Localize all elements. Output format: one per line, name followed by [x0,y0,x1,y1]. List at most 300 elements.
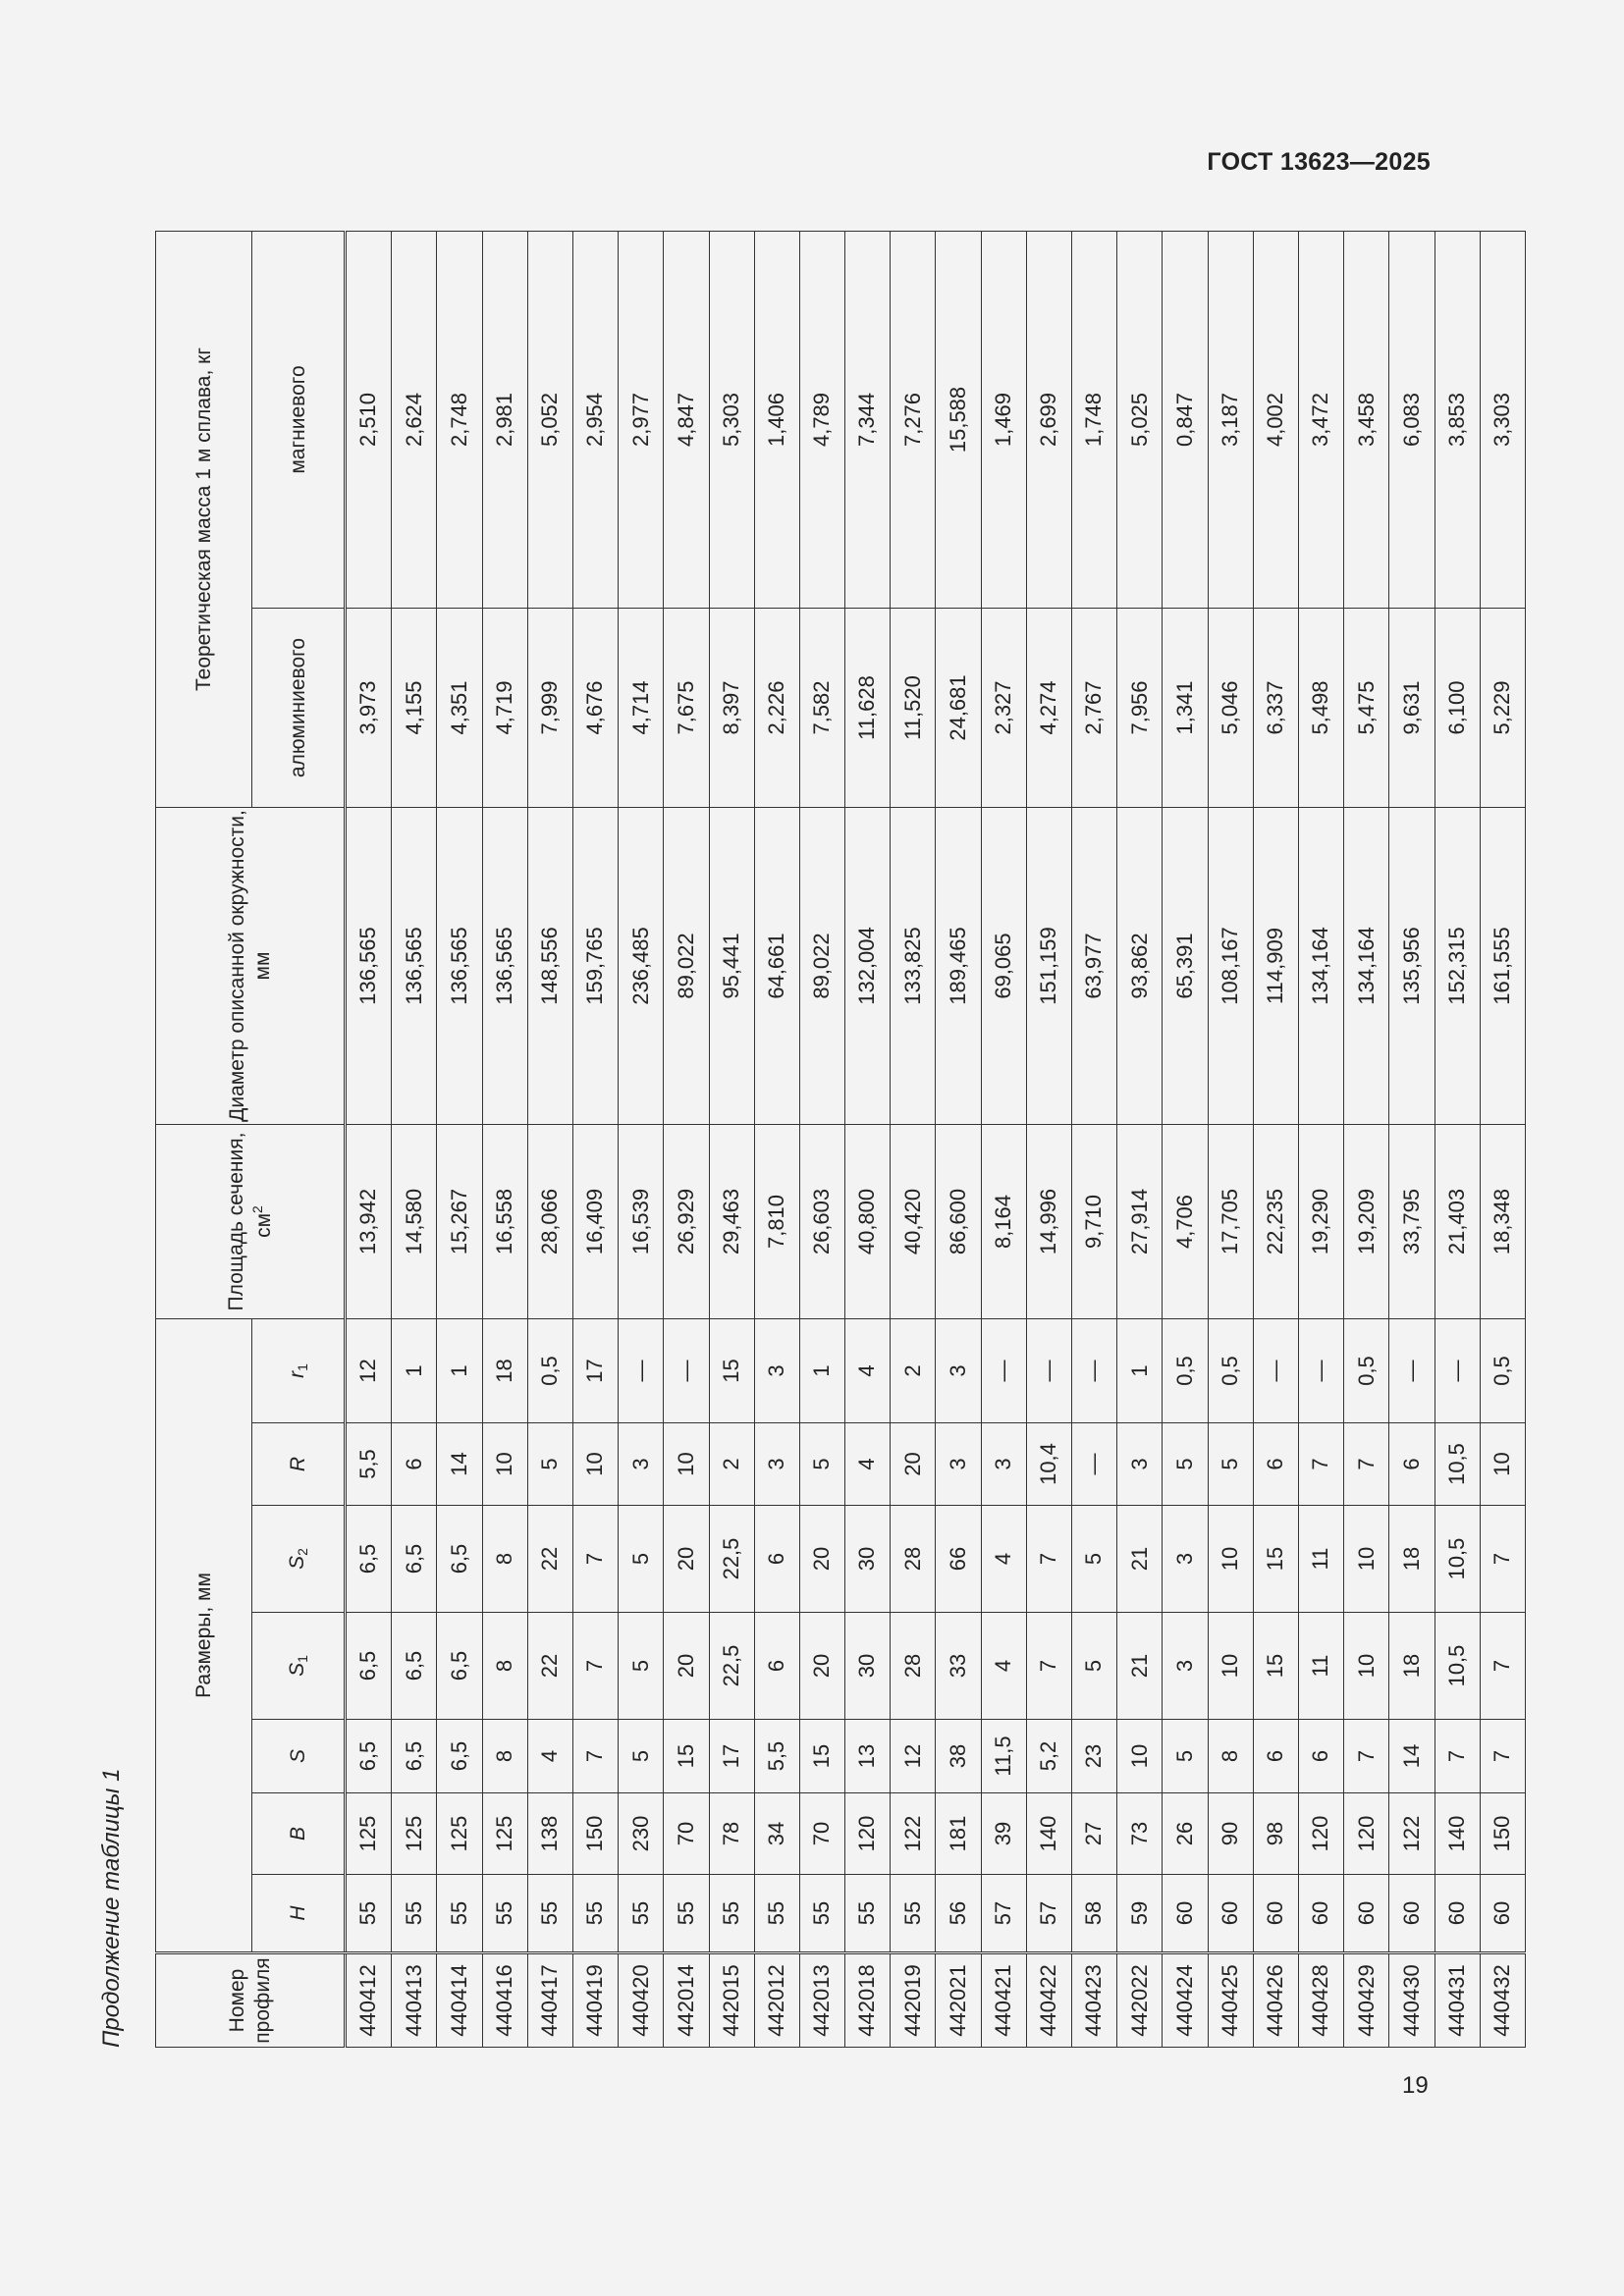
cell-S: 15 [664,1720,709,1793]
cell-S: 5,2 [1026,1720,1071,1793]
table-row [1344,231,1389,2047]
cell-S: 5 [1163,1720,1208,1793]
cell-profile-number: 440432 [1480,1953,1525,2048]
cell-S2: 7 [1026,1506,1071,1613]
cell-H: 55 [619,1875,664,1953]
cell-mass-aluminum: 4,274 [1026,609,1071,808]
cell-H: 55 [754,1875,799,1953]
cell-diameter: 95,441 [709,808,754,1125]
cell-R: 7 [1298,1423,1343,1506]
table-header [156,231,346,2047]
cell-B: 140 [1435,1793,1480,1875]
cell-mass-aluminum: 4,719 [482,609,527,808]
cell-mass-magnesium: 2,699 [1026,231,1071,608]
cell-profile-number: 440417 [527,1953,572,2048]
cell-mass-magnesium: 0,847 [1163,231,1208,608]
cell-R: 6 [392,1423,437,1506]
cell-diameter: 151,159 [1026,808,1071,1125]
cell-mass-magnesium: 4,002 [1253,231,1298,608]
cell-S: 8 [1208,1720,1253,1793]
table-row [1480,231,1525,2047]
cell-profile-number: 440423 [1072,1953,1117,2048]
cell-S1: 10 [1208,1613,1253,1720]
cell-H: 56 [936,1875,981,1953]
header-area: Площадь сечения, $см^2$ [156,1125,346,1319]
cell-mass-aluminum: 2,767 [1072,609,1117,808]
cell-mass-magnesium: 15,588 [936,231,981,608]
cell-profile-number: 442022 [1117,1953,1163,2048]
cell-profile-number: 442018 [845,1953,891,2048]
cell-r1: 1 [799,1319,844,1423]
table-row [572,231,618,2047]
cell-R: 5 [527,1423,572,1506]
cell-area: 8,164 [981,1125,1026,1319]
table-row [1072,231,1117,2047]
cell-r1: 0,5 [1480,1319,1525,1423]
cell-S1: 4 [981,1613,1026,1720]
cell-R: 6 [1389,1423,1435,1506]
cell-profile-number: 440425 [1208,1953,1253,2048]
cell-S1: 10 [1344,1613,1389,1720]
cell-diameter: 134,164 [1298,808,1343,1125]
cell-H: 60 [1344,1875,1389,1953]
cell-r1: — [981,1319,1026,1423]
cell-mass-magnesium: 2,981 [482,231,527,608]
table-row [1389,231,1435,2047]
cell-B: 138 [527,1793,572,1875]
cell-r1: 1 [392,1319,437,1423]
cell-S2: 7 [572,1506,618,1613]
cell-S2: 10 [1344,1506,1389,1613]
cell-R: 10 [572,1423,618,1506]
cell-mass-magnesium: 4,789 [799,231,844,608]
cell-diameter: 134,164 [1344,808,1389,1125]
cell-H: 60 [1298,1875,1343,1953]
cell-B: 73 [1117,1793,1163,1875]
cell-mass-magnesium: 2,624 [392,231,437,608]
cell-S: 6,5 [346,1720,392,1793]
table-body [346,231,1526,2047]
header-S1: $S_1$ [252,1613,346,1720]
cell-H: 57 [981,1875,1026,1953]
cell-mass-magnesium: 3,187 [1208,231,1253,608]
cell-r1: — [1026,1319,1071,1423]
cell-S: 6,5 [392,1720,437,1793]
cell-area: 28,066 [527,1125,572,1319]
page-number: 19 [1402,2072,1429,2099]
cell-S: 17 [709,1720,754,1793]
header-r1: $r_1$ [252,1319,346,1423]
cell-S1: 30 [845,1613,891,1720]
cell-diameter: 189,465 [936,808,981,1125]
cell-S2: 5 [1072,1506,1117,1613]
cell-mass-aluminum: 4,155 [392,609,437,808]
cell-profile-number: 442012 [754,1953,799,2048]
cell-diameter: 136,565 [437,808,482,1125]
cell-S: 14 [1389,1720,1435,1793]
header-profile-number: Номер профиля [156,1953,346,2048]
cell-S2: 6,5 [346,1506,392,1613]
table-row [1435,231,1480,2047]
cell-r1: 0,5 [1163,1319,1208,1423]
cell-B: 122 [891,1793,936,1875]
cell-profile-number: 440422 [1026,1953,1071,2048]
cell-r1: — [1072,1319,1117,1423]
cell-mass-aluminum: 3,973 [346,609,392,808]
cell-H: 55 [392,1875,437,1953]
cell-R: 3 [619,1423,664,1506]
table-row [1163,231,1208,2047]
cell-mass-magnesium: 3,853 [1435,231,1480,608]
cell-mass-magnesium: 1,406 [754,231,799,608]
cell-B: 27 [1072,1793,1117,1875]
cell-r1: 3 [754,1319,799,1423]
cell-H: 60 [1480,1875,1525,1953]
table-row [799,231,844,2047]
cell-r1: 0,5 [527,1319,572,1423]
cell-r1: 1 [437,1319,482,1423]
cell-H: 60 [1435,1875,1480,1953]
cell-profile-number: 440412 [346,1953,392,2048]
cell-diameter: 148,556 [527,808,572,1125]
cell-R: 5,5 [346,1423,392,1506]
cell-mass-magnesium: 2,510 [346,231,392,608]
cell-diameter: 132,004 [845,808,891,1125]
cell-B: 125 [482,1793,527,1875]
cell-S1: 20 [799,1613,844,1720]
cell-mass-magnesium: 4,847 [664,231,709,608]
header-S: S [252,1720,346,1793]
cell-mass-magnesium: 2,977 [619,231,664,608]
cell-B: 122 [1389,1793,1435,1875]
cell-r1: — [1253,1319,1298,1423]
cell-area: 27,914 [1117,1125,1163,1319]
cell-profile-number: 442015 [709,1953,754,2048]
cell-diameter: 136,565 [482,808,527,1125]
table-row [619,231,664,2047]
cell-diameter: 89,022 [799,808,844,1125]
cell-S2: 15 [1253,1506,1298,1613]
cell-S: 10 [1117,1720,1163,1793]
cell-area: 26,603 [799,1125,844,1319]
cell-S1: 3 [1163,1613,1208,1720]
cell-S2: 30 [845,1506,891,1613]
table-row [981,231,1026,2047]
cell-mass-magnesium: 1,748 [1072,231,1117,608]
cell-S: 7 [1344,1720,1389,1793]
cell-diameter: 135,956 [1389,808,1435,1125]
cell-mass-aluminum: 7,999 [527,609,572,808]
cell-S1: 15 [1253,1613,1298,1720]
cell-S: 23 [1072,1720,1117,1793]
cell-mass-magnesium: 2,748 [437,231,482,608]
cell-S2: 10,5 [1435,1506,1480,1613]
cell-area: 19,290 [1298,1125,1343,1319]
cell-mass-aluminum: 4,676 [572,609,618,808]
cell-profile-number: 440414 [437,1953,482,2048]
cell-profile-number: 440420 [619,1953,664,2048]
header-diameter: Диаметр описанной окружности, мм [156,808,346,1125]
table-row [664,231,709,2047]
cell-area: 26,929 [664,1125,709,1319]
cell-R: 10,5 [1435,1423,1480,1506]
cell-B: 98 [1253,1793,1298,1875]
cell-S2: 66 [936,1506,981,1613]
cell-B: 70 [799,1793,844,1875]
cell-B: 140 [1026,1793,1071,1875]
cell-R: 6 [1253,1423,1298,1506]
header-mass: Теоретическая масса 1 м сплава, кг [156,231,252,807]
cell-diameter: 236,485 [619,808,664,1125]
cell-mass-aluminum: 7,582 [799,609,844,808]
header-aluminum: алюминиевого [252,609,346,808]
cell-area: 16,539 [619,1125,664,1319]
cell-H: 55 [482,1875,527,1953]
cell-mass-aluminum: 1,341 [1163,609,1208,808]
cell-profile-number: 440431 [1435,1953,1480,2048]
cell-S: 7 [1435,1720,1480,1793]
cell-R: 7 [1344,1423,1389,1506]
cell-mass-aluminum: 8,397 [709,609,754,808]
cell-profile-number: 440416 [482,1953,527,2048]
cell-mass-magnesium: 1,469 [981,231,1026,608]
cell-r1: — [664,1319,709,1423]
cell-S1: 5 [619,1613,664,1720]
cell-S2: 6 [754,1506,799,1613]
cell-S2: 4 [981,1506,1026,1613]
cell-B: 125 [346,1793,392,1875]
cell-S2: 8 [482,1506,527,1613]
cell-mass-magnesium: 3,458 [1344,231,1389,608]
cell-R: 10 [1480,1423,1525,1506]
cell-H: 55 [572,1875,618,1953]
cell-mass-aluminum: 9,631 [1389,609,1435,808]
cell-S2: 6,5 [437,1506,482,1613]
document-code: ГОСТ 13623—2025 [1207,148,1431,176]
cell-H: 55 [709,1875,754,1953]
cell-diameter: 63,977 [1072,808,1117,1125]
cell-S: 5 [619,1720,664,1793]
cell-mass-aluminum: 4,351 [437,609,482,808]
cell-area: 29,463 [709,1125,754,1319]
cell-mass-magnesium: 7,344 [845,231,891,608]
cell-R: 20 [891,1423,936,1506]
cell-area: 19,209 [1344,1125,1389,1319]
table-row [1253,231,1298,2047]
rotated-table-block [98,232,1515,2048]
cell-S1: 6,5 [437,1613,482,1720]
cell-mass-aluminum: 24,681 [936,609,981,808]
cell-mass-aluminum: 2,226 [754,609,799,808]
cell-area: 15,267 [437,1125,482,1319]
cell-S1: 33 [936,1613,981,1720]
cell-S1: 18 [1389,1613,1435,1720]
cell-area: 14,580 [392,1125,437,1319]
cell-r1: — [1298,1319,1343,1423]
cell-H: 55 [664,1875,709,1953]
table-row [754,231,799,2047]
cell-area: 86,600 [936,1125,981,1319]
cell-mass-aluminum: 7,675 [664,609,709,808]
cell-B: 39 [981,1793,1026,1875]
cell-S: 11,5 [981,1720,1026,1793]
cell-r1: 12 [346,1319,392,1423]
cell-R: 10,4 [1026,1423,1071,1506]
cell-B: 78 [709,1793,754,1875]
cell-S: 5,5 [754,1720,799,1793]
cell-mass-aluminum: 6,337 [1253,609,1298,808]
cell-area: 18,348 [1480,1125,1525,1319]
cell-area: 13,942 [346,1125,392,1319]
cell-area: 7,810 [754,1125,799,1319]
cell-S1: 7 [1026,1613,1071,1720]
table-caption: Продолжение таблицы 1 [98,1768,125,2048]
cell-r1: 17 [572,1319,618,1423]
cell-mass-magnesium: 5,025 [1117,231,1163,608]
cell-profile-number: 442013 [799,1953,844,2048]
cell-profile-number: 440428 [1298,1953,1343,2048]
table-row [1026,231,1071,2047]
table-row [392,231,437,2047]
cell-r1: 4 [845,1319,891,1423]
cell-B: 70 [664,1793,709,1875]
cell-area: 16,409 [572,1125,618,1319]
cell-profile-number: 440424 [1163,1953,1208,2048]
cell-S1: 10,5 [1435,1613,1480,1720]
cell-H: 60 [1163,1875,1208,1953]
cell-B: 34 [754,1793,799,1875]
cell-mass-aluminum: 11,520 [891,609,936,808]
cell-S2: 28 [891,1506,936,1613]
cell-H: 55 [845,1875,891,1953]
cell-mass-aluminum: 4,714 [619,609,664,808]
cell-S: 6,5 [437,1720,482,1793]
cell-r1: 3 [936,1319,981,1423]
cell-H: 55 [346,1875,392,1953]
cell-profile-number: 440421 [981,1953,1026,2048]
cell-mass-aluminum: 2,327 [981,609,1026,808]
cell-S1: 11 [1298,1613,1343,1720]
cell-B: 230 [619,1793,664,1875]
cell-H: 55 [891,1875,936,1953]
cell-H: 55 [799,1875,844,1953]
cell-area: 22,235 [1253,1125,1298,1319]
cell-area: 16,558 [482,1125,527,1319]
cell-S: 13 [845,1720,891,1793]
cell-mass-magnesium: 3,303 [1480,231,1525,608]
cell-S1: 5 [1072,1613,1117,1720]
cell-R: — [1072,1423,1117,1506]
cell-B: 120 [1344,1793,1389,1875]
cell-S: 7 [1480,1720,1525,1793]
cell-B: 125 [392,1793,437,1875]
cell-R: 5 [1163,1423,1208,1506]
cell-S: 4 [527,1720,572,1793]
cell-R: 3 [981,1423,1026,1506]
cell-mass-aluminum: 7,956 [1117,609,1163,808]
cell-profile-number: 440413 [392,1953,437,2048]
cell-S2: 20 [664,1506,709,1613]
table-row [1208,231,1253,2047]
cell-B: 120 [1298,1793,1343,1875]
cell-diameter: 159,765 [572,808,618,1125]
cell-diameter: 136,565 [346,808,392,1125]
cell-profile-number: 442019 [891,1953,936,2048]
cell-S1: 6,5 [346,1613,392,1720]
cell-S: 8 [482,1720,527,1793]
cell-S2: 10 [1208,1506,1253,1613]
cell-mass-magnesium: 6,083 [1389,231,1435,608]
cell-diameter: 108,167 [1208,808,1253,1125]
header-magnesium: магниевого [252,231,346,608]
header-S2: $S_2$ [252,1506,346,1613]
table-row [1298,231,1343,2047]
table-row [936,231,981,2047]
cell-S2: 20 [799,1506,844,1613]
cell-S2: 21 [1117,1506,1163,1613]
cell-area: 40,420 [891,1125,936,1319]
cell-B: 181 [936,1793,981,1875]
cell-S2: 22,5 [709,1506,754,1613]
cell-r1: — [619,1319,664,1423]
cell-H: 60 [1389,1875,1435,1953]
cell-mass-aluminum: 6,100 [1435,609,1480,808]
cell-B: 26 [1163,1793,1208,1875]
cell-diameter: 64,661 [754,808,799,1125]
cell-S1: 22 [527,1613,572,1720]
cell-S2: 3 [1163,1506,1208,1613]
cell-area: 9,710 [1072,1125,1117,1319]
header-sizes: Размеры, мм [156,1319,252,1953]
cell-B: 150 [572,1793,618,1875]
cell-S2: 11 [1298,1506,1343,1613]
cell-R: 4 [845,1423,891,1506]
cell-S1: 6 [754,1613,799,1720]
cell-mass-aluminum: 5,229 [1480,609,1525,808]
cell-S1: 7 [1480,1613,1525,1720]
cell-diameter: 133,825 [891,808,936,1125]
cell-S: 6 [1298,1720,1343,1793]
cell-R: 3 [1117,1423,1163,1506]
header-R: R [252,1423,346,1506]
table-row [527,231,572,2047]
cell-diameter: 114,909 [1253,808,1298,1125]
cell-S2: 18 [1389,1506,1435,1613]
cell-S2: 7 [1480,1506,1525,1613]
table-row [482,231,527,2047]
cell-S: 12 [891,1720,936,1793]
cell-profile-number: 440430 [1389,1953,1435,2048]
cell-S1: 6,5 [392,1613,437,1720]
cell-mass-magnesium: 2,954 [572,231,618,608]
cell-mass-aluminum: 5,046 [1208,609,1253,808]
cell-r1: — [1435,1319,1480,1423]
cell-area: 17,705 [1208,1125,1253,1319]
cell-mass-magnesium: 3,472 [1298,231,1343,608]
cell-R: 10 [664,1423,709,1506]
cell-diameter: 152,315 [1435,808,1480,1125]
profile-table [155,231,1526,2048]
cell-r1: 1 [1117,1319,1163,1423]
cell-S2: 22 [527,1506,572,1613]
cell-H: 59 [1117,1875,1163,1953]
cell-S: 7 [572,1720,618,1793]
table-row [437,231,482,2047]
cell-S1: 21 [1117,1613,1163,1720]
cell-R: 2 [709,1423,754,1506]
cell-mass-magnesium: 5,052 [527,231,572,608]
cell-profile-number: 440426 [1253,1953,1298,2048]
